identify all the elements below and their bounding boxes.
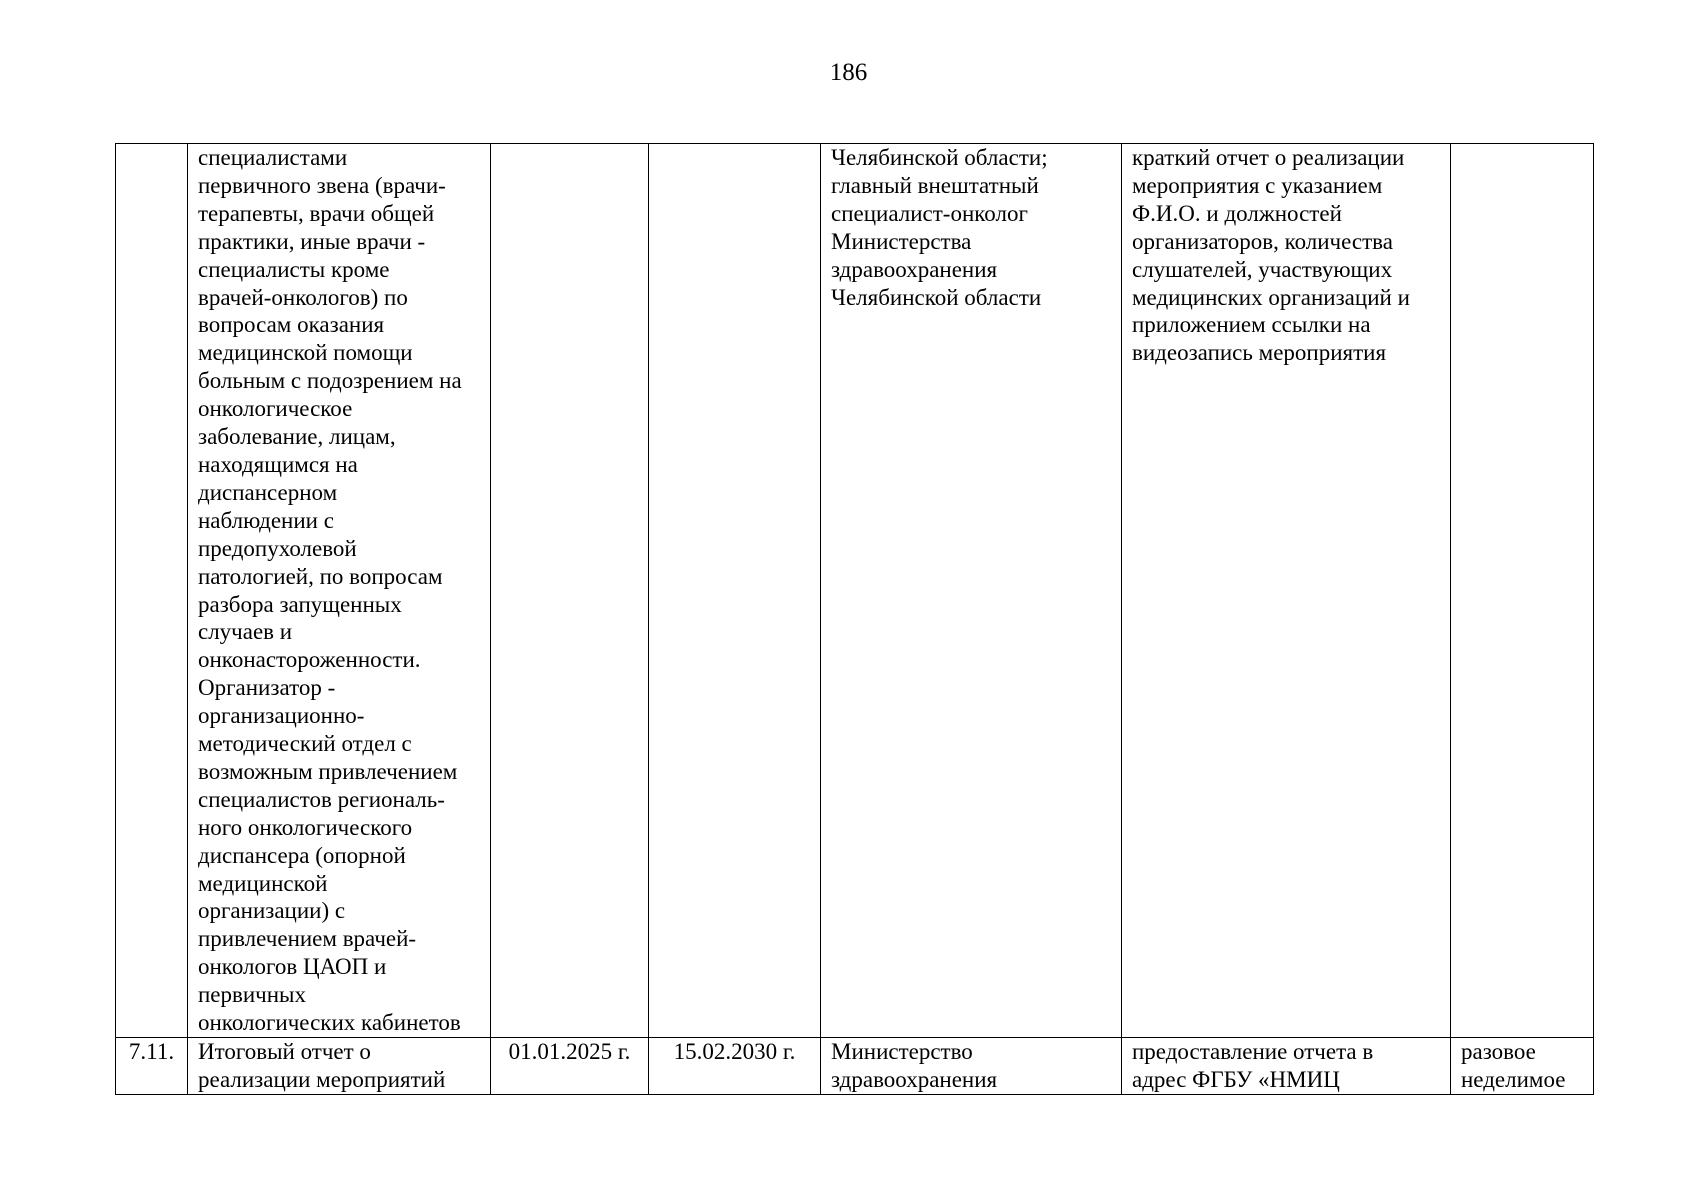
text-line: Министерство bbox=[831, 1039, 973, 1064]
text-line: патологией, по вопросам bbox=[198, 563, 443, 589]
text-line: онкологических кабинетов bbox=[198, 1010, 461, 1036]
text-line: организаторов, количества bbox=[1132, 228, 1393, 254]
cell-start-date bbox=[491, 144, 649, 1038]
text-line: слушателей, участвующих bbox=[1132, 256, 1393, 282]
text-line: специалистами bbox=[198, 145, 348, 170]
cell-event bbox=[188, 144, 491, 1038]
text-line: видеозапись мероприятия bbox=[1132, 340, 1387, 366]
text-line: онконастороженности. bbox=[198, 647, 421, 673]
text-line: заболевание, лицам, bbox=[198, 424, 396, 450]
cell-type bbox=[1451, 1038, 1594, 1095]
cell-responsible bbox=[821, 144, 1122, 1038]
text-line: онкологов ЦАОП и bbox=[198, 954, 387, 980]
cell-number bbox=[116, 144, 188, 1038]
text-line: реализации мероприятий bbox=[198, 1066, 446, 1092]
activity-table bbox=[115, 143, 1594, 1095]
text-line: терапевты, врачи общей bbox=[198, 200, 435, 226]
cell-number: 7.11. bbox=[116, 1038, 188, 1095]
text-line: главный внештатный bbox=[831, 172, 1039, 198]
text-line: онкологическое bbox=[198, 396, 353, 422]
text-line: возможным привлечением bbox=[198, 758, 458, 784]
text-line: ного онкологического bbox=[198, 814, 413, 840]
text-line: разбора запущенных bbox=[198, 591, 402, 617]
table-row bbox=[116, 144, 1594, 1038]
text-line: диспансера (опорной bbox=[198, 842, 406, 868]
cell-start-date: 01.01.2025 г. bbox=[491, 1038, 649, 1095]
text-line: случаев и bbox=[198, 619, 293, 645]
text-line: привлечением врачей- bbox=[198, 926, 417, 952]
text-line: неделимое bbox=[1461, 1066, 1566, 1092]
text-line: специалист-онколог bbox=[831, 200, 1028, 226]
text-line: организации) с bbox=[198, 898, 346, 924]
text-line: специалистов региональ- bbox=[198, 786, 445, 812]
text-line: здравоохранения bbox=[831, 1066, 998, 1092]
text-line: медицинской bbox=[198, 870, 328, 896]
text-line: первичных bbox=[198, 982, 307, 1008]
text-line: вопросам оказания bbox=[198, 312, 385, 338]
cell-event bbox=[188, 1038, 491, 1095]
text-line: Челябинской области bbox=[831, 284, 1042, 310]
text-line: первичного звена (врачи- bbox=[198, 172, 446, 198]
text-line: мероприятия с указанием bbox=[1132, 172, 1383, 198]
text-line: диспансерном bbox=[198, 479, 338, 505]
page-number: 186 bbox=[829, 59, 868, 86]
text-line: разовое bbox=[1461, 1039, 1536, 1064]
text-line: предопухолевой bbox=[198, 535, 357, 561]
cell-type bbox=[1451, 144, 1594, 1038]
text-line: адрес ФГБУ «НМИЦ bbox=[1132, 1066, 1340, 1092]
text-line: Ф.И.О. и должностей bbox=[1132, 200, 1342, 226]
text-line: приложением ссылки на bbox=[1132, 312, 1371, 338]
text-line: врачей-онкологов) по bbox=[198, 284, 408, 310]
text-line: организационно- bbox=[198, 703, 365, 729]
cell-end-date: 15.02.2030 г. bbox=[649, 1038, 821, 1095]
text-line: специалисты кроме bbox=[198, 256, 390, 282]
text-line: практики, иные врачи - bbox=[198, 228, 426, 254]
text-line: здравоохранения bbox=[831, 256, 998, 282]
text-line: Организатор - bbox=[198, 675, 336, 701]
text-line: медицинской помощи bbox=[198, 340, 413, 366]
text-line: Итоговый отчет о bbox=[198, 1039, 371, 1064]
text-line: находящимся на bbox=[198, 451, 358, 477]
cell-result bbox=[1122, 144, 1451, 1038]
table-row bbox=[116, 1038, 1594, 1095]
text-line: наблюдении с bbox=[198, 507, 334, 533]
text-line: медицинских организаций и bbox=[1132, 284, 1410, 310]
text-line: предоставление отчета в bbox=[1132, 1039, 1374, 1064]
cell-end-date bbox=[649, 144, 821, 1038]
text-line: больным с подозрением на bbox=[198, 368, 462, 394]
text-line: методический отдел с bbox=[198, 731, 412, 757]
text-line: Челябинской области; bbox=[831, 145, 1048, 170]
text-line: краткий отчет о реализации bbox=[1132, 145, 1405, 170]
cell-result bbox=[1122, 1038, 1451, 1095]
cell-responsible bbox=[821, 1038, 1122, 1095]
text-line: Министерства bbox=[831, 228, 972, 254]
